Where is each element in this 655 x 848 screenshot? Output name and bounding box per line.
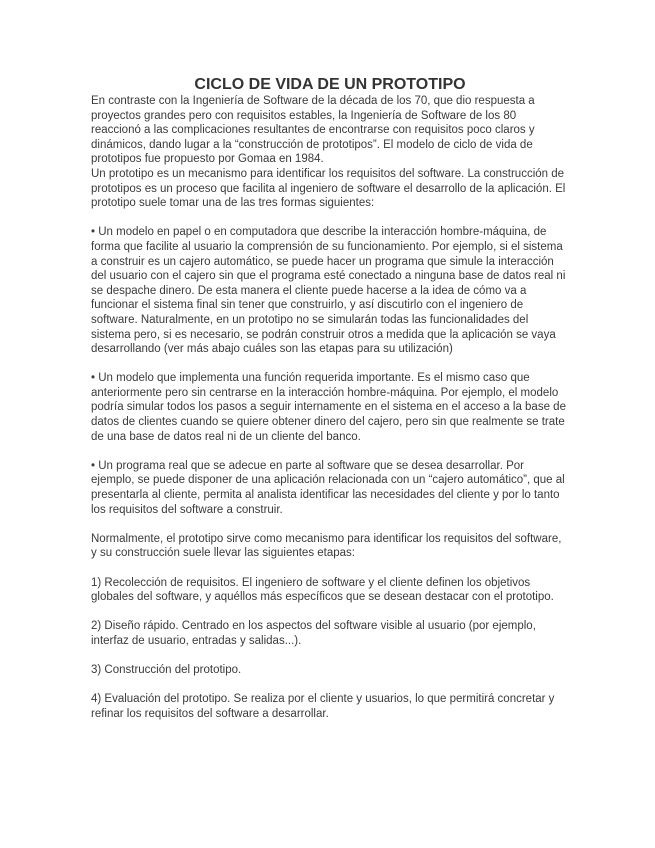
spacer	[91, 357, 569, 372]
paragraph-stages-intro: Normalmente, el prototipo sirve como mecanismo para identificar los requisitos del software, y su construcción suele llevar las siguientes etapas:	[91, 532, 562, 560]
paragraph-step-1: 1) Recolección de requisitos. El ingeniero de software y el cliente definen los objetivos globales del software, y aquéllos más específicos que se desean destacar con el prototipo.	[91, 576, 554, 604]
paragraph-bullet-2: • Un modelo que implementa una función requerida importante. Es el mismo caso que anteriormente pero sin centrarse en la interacción hombre-máquina. Por ejemplo, el modelo podría simular todos los pasos a seguir internamente en el sistema en el acceso a la base de datos de clientes cuando se quiere obtener dinero del cajero, pero sin que realmente se trate de una base de datos real ni de un cliente del banco.	[91, 372, 566, 443]
paragraph-step-4: 4) Evaluación del prototipo. Se realiza por el cliente y usuarios, lo que permitirá concretar y refinar los requisitos del software a desarrollar.	[91, 693, 555, 720]
spacer	[91, 444, 569, 459]
spacer	[91, 211, 569, 226]
spacer	[91, 517, 569, 532]
paragraph-definition: Un prototipo es un mecanismo para identificar los requisitos del software. La construcción de prototipos es un proceso que facilita al ingeniero de software el desarrollo de la aplicación. El prototipo suele tomar una de las tres formas siguientes:	[91, 167, 566, 210]
document-page	[91, 76, 569, 722]
paragraph-bullet-3: • Un programa real que se adecue en parte al software que se desea desarrollar. Por ejemplo, se puede disponer de una aplicación relacionada con un “cajero automático”, que al presentarla al cliente, permita al analista identificar las necesidades del cliente y por lo tanto los requisitos del software a construir.	[91, 459, 565, 516]
paragraph-intro: En contraste con la Ingeniería de Software de la década de los 70, que dio respuesta a proyectos grandes pero con requisitos estables, la Ingeniería de Software de los 80 reaccionó a las complicaciones resultantes de encontrarse con requisitos poco claros y dinámicos, dando lugar a la “construcción de prototipos”. El modelo de ciclo de vida de prototipos fue propuesto por Gomaa en 1984.	[91, 95, 535, 166]
document-title: CICLO DE VIDA DE UN PROTOTIPO	[194, 76, 466, 93]
spacer	[91, 678, 569, 693]
paragraph-step-2: 2) Diseño rápido. Centrado en los aspectos del software visible al usuario (por ejemplo, interfaz de usuario, entradas y salidas...).	[91, 620, 536, 647]
paragraph-step-3: 3) Construcción del prototipo.	[91, 664, 242, 677]
spacer	[91, 605, 569, 620]
spacer	[91, 649, 569, 664]
spacer	[91, 561, 569, 576]
paragraph-bullet-1: • Un modelo en papel o en computadora que describe la interacción hombre-máquina, de forma que facilite al usuario la comprensión de su funcionamiento. Por ejemplo, si el sistema a construir es un cajero automático, se puede hacer un programa que simule la interacción del usuario con el cajero sin que el programa esté conectado a ninguna base de datos real ni se despache dinero. De esta manera el cliente puede hacerse a la idea de cómo va a funcionar el sistema final sin tener que construirlo, y así discutirlo con el ingeniero de software. Naturalmente, en un prototipo no se simularán todas las funcionalidades del sistema pero, si es necesario, se podrán construir otros a medida que la aplicación se vaya desarrollando (ver más abajo cuáles son las etapas para su utilización)	[91, 226, 566, 356]
